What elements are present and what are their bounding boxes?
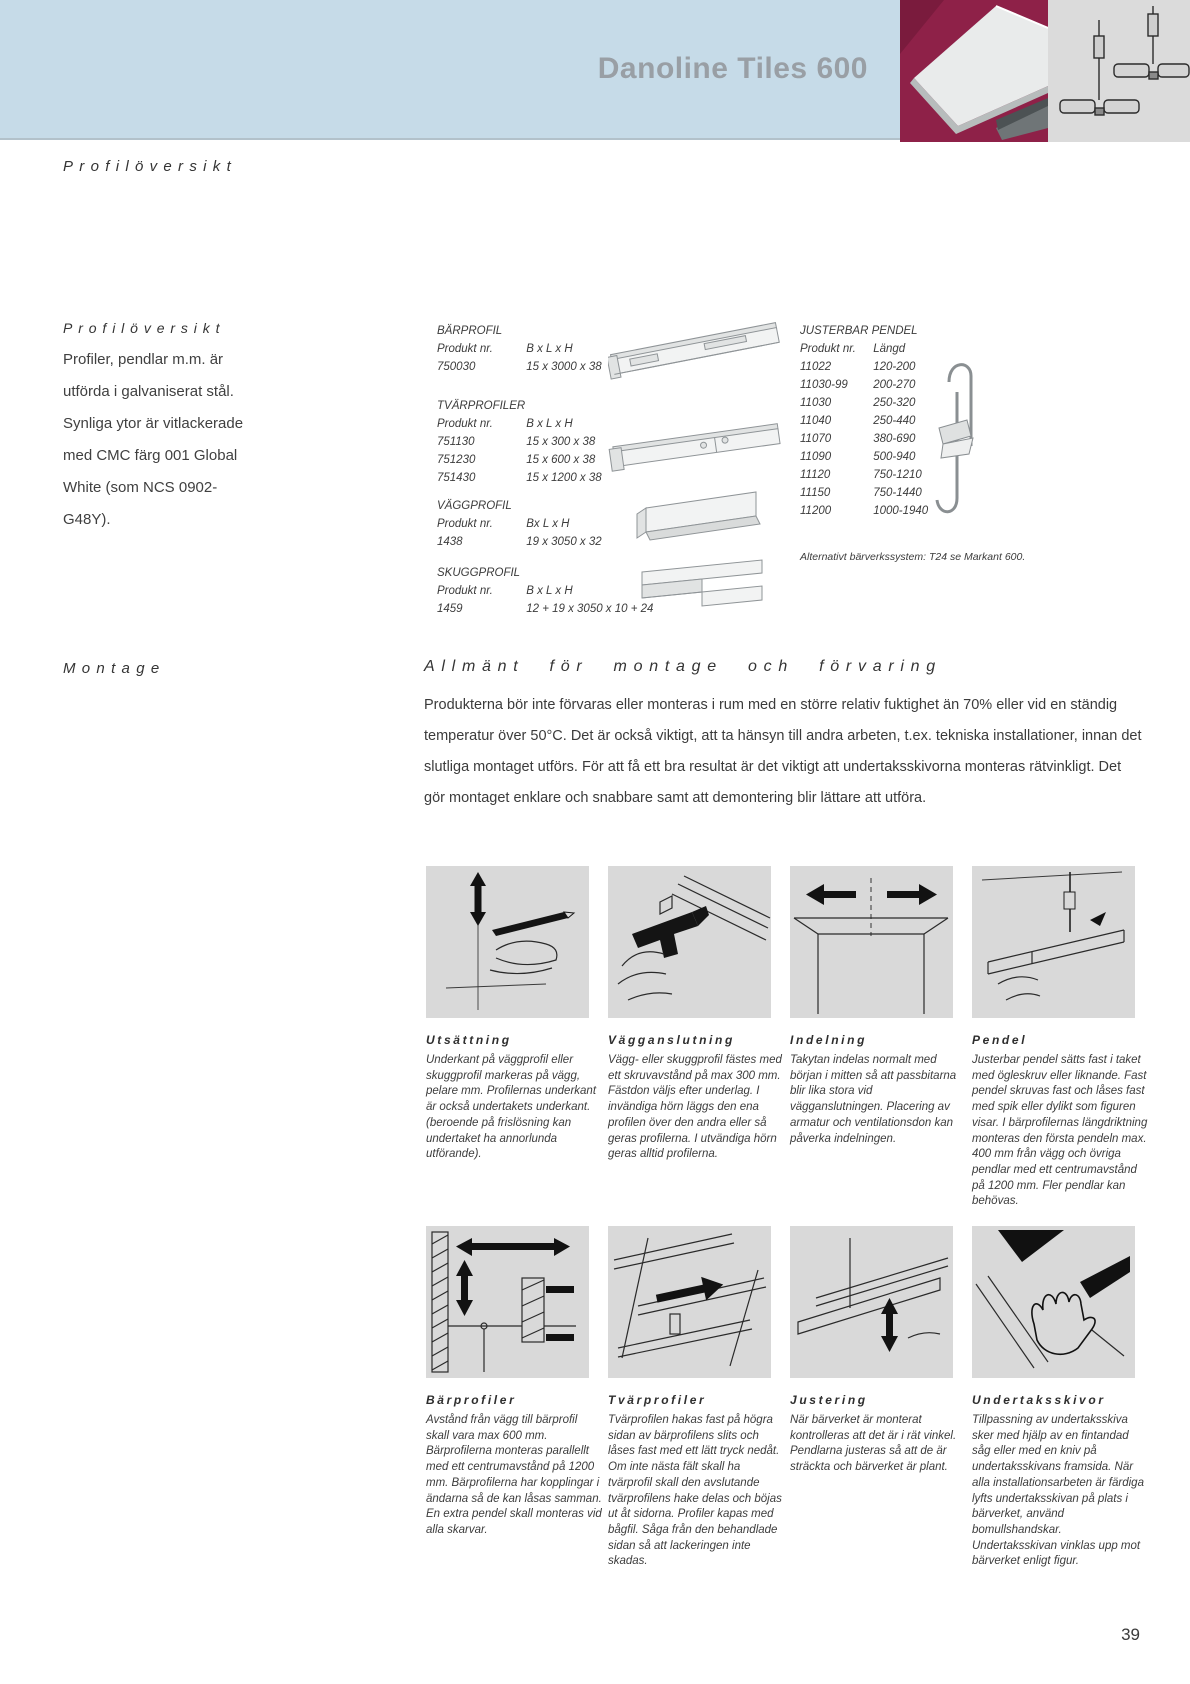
header-diagram-panel <box>1048 0 1190 142</box>
table-tvarprofiler <box>437 397 602 487</box>
step-indelning <box>790 1033 966 1147</box>
pendel-illustration <box>925 348 991 531</box>
table-header-row: Produkt nr. B x L x H <box>437 343 573 355</box>
table-title: JUSTERBAR PENDEL <box>800 325 918 337</box>
table-header-row: Produkt nr. B x L x H <box>437 418 573 430</box>
section-label-profiloversikt: Profilöversikt <box>63 158 238 175</box>
table-row: 11030-99 200-270 <box>800 379 916 391</box>
table-header-row: Produkt nr. B x L x H <box>437 585 573 597</box>
suspension-diagram-illustration <box>1048 0 1190 142</box>
step-title: Indelning <box>790 1033 868 1047</box>
intro-line: Profiler, pendlar m.m. är <box>63 351 224 368</box>
step-justering <box>790 1393 966 1476</box>
table-justerbar-pendel <box>800 322 928 520</box>
step-text: När bärverket är monterat kontrolleras att det är i rät vinkel. Pendlarna justeras så att de är sträckta och bärverket är plant. <box>790 1414 957 1474</box>
step-text: Tillpassning av undertaksskiva sker med hjälp av en fintandad såg eller med en kniv på undertaksskivans framsida. När alla installationsarbeten är färdiga lyfts undertaksskivan på plats i bärverket, använd bomullshandskar. Undertaksskivan vinklas upp mot bärverket enligt figur. <box>972 1414 1144 1568</box>
tile-photo-illustration <box>900 0 1048 142</box>
montage-heading: Allmänt för montage och förvaring <box>424 658 942 675</box>
page-number: 39 <box>1121 1625 1140 1644</box>
tvarprofil-illustration <box>608 410 788 493</box>
intro-heading: Profilöversikt <box>63 320 226 336</box>
table-row: 11200 1000-1940 <box>800 505 929 517</box>
step-barprofiler <box>426 1393 602 1539</box>
step-title: Utsättning <box>426 1033 512 1047</box>
table-row: 1459 12 + 19 x 3050 x 10 + 24 <box>437 603 654 615</box>
barprofiler-figure <box>426 1226 589 1378</box>
indelning-figure <box>790 866 953 1018</box>
step-text: Vägg- eller skuggprofil fästes med ett skruvavstånd på max 300 mm. Fästdon väljs efter underlag. I invändiga hörn läggs den ena profilen över den andra eller så geras profilerna. I utvändiga hörn geras alltid profilerna. <box>608 1054 782 1161</box>
step-undertaksskivor <box>972 1393 1148 1570</box>
table-title: TVÄRPROFILER <box>437 400 526 412</box>
table-row: 11022 120-200 <box>800 361 916 373</box>
table-row: 11070 380-690 <box>800 433 916 445</box>
tvarprofiler-figure <box>608 1226 771 1378</box>
vagganslutning-figure <box>608 866 771 1018</box>
step-text: Takytan indelas normalt med början i mitten så att passbitarna blir lika stora vid vägganslutningen. Placering av armatur och ventilationsdon kan påverka indelningen. <box>790 1054 957 1145</box>
page-title: Danoline Tiles 600 <box>597 52 868 85</box>
montage-body: Produkterna bör inte förvaras eller monteras i rum med en större relativ fuktighet än 70% eller vid en ständig temperatur över 50°C. Det är också viktigt, att ta hänsyn till andra arbeten, t.ex. tekniska installationer, innan det slutliga montaget utförs. För att få ett bra resultat är det viktigt att undertaksskivorna monteras rätvinkligt. Det gör montaget enklare och snabbare samt att demontering blir lättare att utföra. <box>424 697 1142 806</box>
step-title: Pendel <box>972 1033 1028 1047</box>
table-row: 751130 15 x 300 x 38 <box>437 436 596 448</box>
table-vaggprofil <box>437 497 602 551</box>
table-row: 11040 250-440 <box>800 415 916 427</box>
table-row: 1438 19 x 3050 x 32 <box>437 536 602 548</box>
table-barprofil <box>437 322 602 376</box>
table-row: 11090 500-940 <box>800 451 916 463</box>
table-header-row: Produkt nr. Längd <box>800 343 906 355</box>
table-title: VÄGGPROFIL <box>437 500 512 512</box>
step-utsattning <box>426 1033 602 1163</box>
table-row: 750030 15 x 3000 x 38 <box>437 361 602 373</box>
section-label-montage: Montage <box>63 660 166 677</box>
skuggprofil-illustration <box>628 558 778 635</box>
step-text: Tvärprofilen hakas fast på högra sidan av bärprofilens slits och låses fast med ett lätt tryck nedåt. Om inte nästa fält skall ha tvärprofil skall den avslutande tvärprofilens hake delas och böjas ut åt sidorna. Profiler kapas med bågfil. Såga från den behandlade sidan så att lackeringen inte skadas. <box>608 1414 782 1568</box>
table-title: SKUGGPROFIL <box>437 567 521 579</box>
intro-line: G48Y). <box>63 511 111 528</box>
intro-line: utförda i galvaniserat stål. <box>63 383 234 400</box>
step-text: Avstånd från vägg till bärprofil skall vara max 600 mm. Bärprofilerna monteras parallellt med ett centrumavstånd på 1200 mm. Bärprofilerna har kopplingar i ändarna så de kan låsas samman. En extra pendel skall monteras vid alla skarvar. <box>426 1414 602 1536</box>
undertaksskivor-figure <box>972 1226 1135 1378</box>
intro-text <box>63 344 243 536</box>
intro-line: White (som NCS 0902- <box>63 479 218 496</box>
table-row: 751430 15 x 1200 x 38 <box>437 472 602 484</box>
step-text: Underkant på väggprofil eller skuggprofil markeras på vägg, pelare mm. Profilernas underkant är också undertakets underkant. (beroende på frislösning kan undertaket ha annorlunda utförande). <box>426 1054 597 1161</box>
table-title: BÄRPROFIL <box>437 325 503 337</box>
table-skuggprofil <box>437 564 653 618</box>
table-row: 11030 250-320 <box>800 397 916 409</box>
justering-figure <box>790 1226 953 1378</box>
step-title: Vägganslutning <box>608 1033 735 1047</box>
pendel-note: Alternativt bärverkssystem: T24 se Markant 600. <box>800 551 1026 563</box>
step-title: Bärprofiler <box>426 1393 517 1407</box>
step-vagganslutning <box>608 1033 784 1163</box>
step-pendel <box>972 1033 1148 1210</box>
barprofil-illustration <box>608 315 788 398</box>
step-tvarprofiler <box>608 1393 784 1570</box>
pendel-figure <box>972 866 1135 1018</box>
step-title: Justering <box>790 1393 868 1407</box>
step-title: Tvärprofiler <box>608 1393 707 1407</box>
header-photo-tile <box>900 0 1048 142</box>
table-row: 11150 750-1440 <box>800 487 922 499</box>
utsattning-figure <box>426 866 589 1018</box>
intro-line: Synliga ytor är vitlackerade <box>63 415 244 432</box>
table-row: 11120 750-1210 <box>800 469 922 481</box>
intro-line: med CMC färg 001 Global <box>63 447 238 464</box>
header-band <box>0 0 900 140</box>
table-header-row: Produkt nr. Bx L x H <box>437 518 570 530</box>
table-row: 751230 15 x 600 x 38 <box>437 454 596 466</box>
step-title: Undertaksskivor <box>972 1393 1106 1407</box>
step-text: Justerbar pendel sätts fast i taket med ögleskruv eller liknande. Fast pendel skruvas fast och låses fast med spik eller dylikt som figuren visar. I bärprofilernas längdriktning monteras den första pendeln max. 400 mm från vägg och övriga pendlar med ett centrumavstånd på 1200 mm. Fler pendlar kan behövas. <box>972 1054 1148 1208</box>
